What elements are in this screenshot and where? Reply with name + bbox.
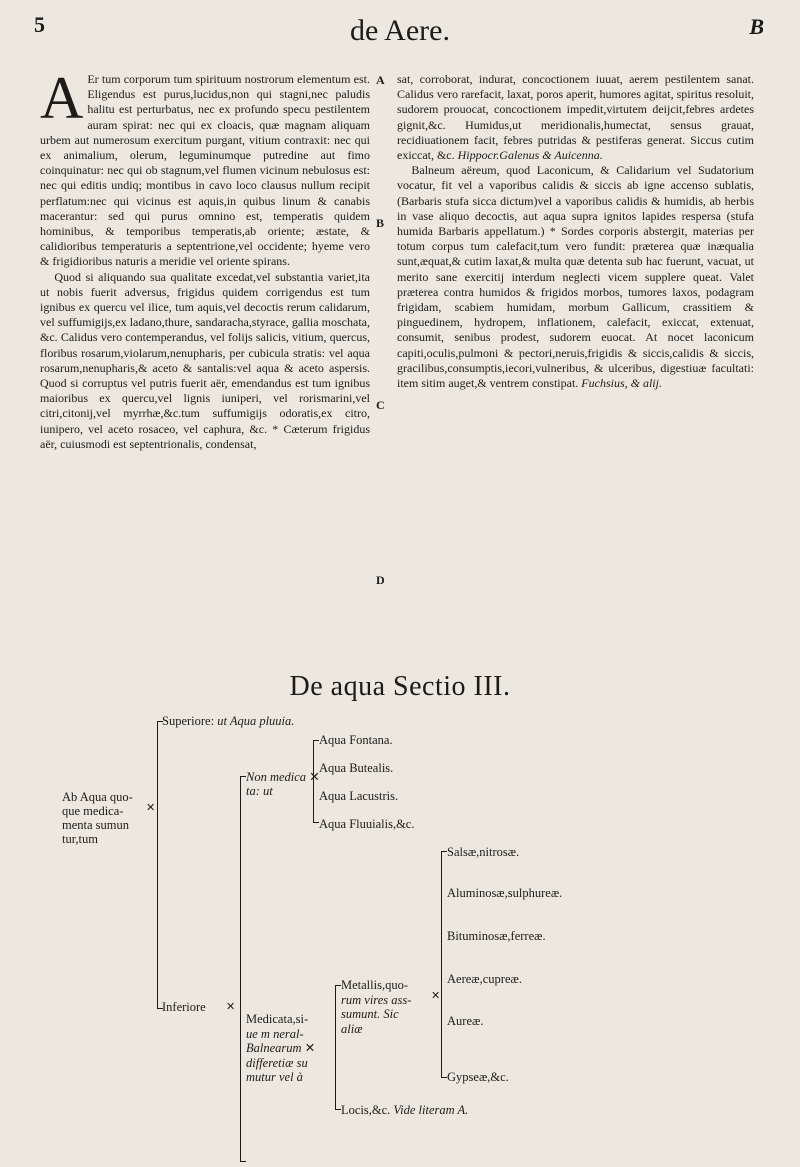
bracket-metalla [441, 851, 442, 1078]
bracket-aquae [313, 740, 314, 823]
bracket-main [157, 721, 158, 1009]
tree-aluminosae: Aluminosæ,sulphureæ. [447, 886, 563, 900]
tree-aqua-fluuialis: Aqua Fluuialis,&c. [319, 817, 415, 831]
tree-root: Ab Aqua quo- que medica- menta sumun tur,tum [62, 790, 133, 846]
tree-aqua-lacustris: Aqua Lacustris. [319, 789, 399, 803]
tree-metallis: Metallis,quo- rum vires ass- sumunt. Sic aliæ [341, 978, 412, 1036]
signature-mark: B [749, 14, 764, 39]
running-title: de Aere. [350, 14, 450, 47]
tree-superiore: Superiore: ut Aqua pluuia. [162, 714, 295, 728]
tree-aqua-fontana: Aqua Fontana. [319, 733, 393, 747]
tree-bituminosae: Bituminosæ,ferreæ. [447, 929, 546, 943]
left-paragraph-2: Quod si aliquando sua qualitate excedat,vel substantia variet,ita ut nobis fuerit adversus, frigidus quidem corrigendus est tum ignibus ex quercu vel ilice, tum aquis,vel decoctis rerum calidarum, vel suffumigijs,ex ladano,thure, sandaracha,styrace, gallia moschata, &c. Calidus vero contemperandus, vel folijs salicis, vitium, quercus, floribus rosarum,violarum,nenupharis, per cubicula stratis: vel aqua rosarum,nenupharis,& aceto & santalis:vel aqua & aceto aspersis. Quod si corruptus vel putris fuerit aër, emendandus est tum ignibus maioribus ex quercu,vel lignis iuniperi, vel rorismarini,vel citri,citonij,vel myrrhæ,&c.tum suffumigijs odoratis,ex citro, iunipero, vel aceto rosaceo, vel caphura, &c. * Cæterum frigidus aër, cuiusmodi est septentrionalis, condensat, [40, 269, 370, 451]
tree-root-brace: ✕ [146, 802, 156, 814]
drop-cap: A [40, 65, 84, 131]
margin-letter-c: C [376, 398, 385, 412]
citation-fuchsius: Fuchsius, & alij. [581, 376, 662, 391]
margin-letter-d: D [376, 573, 385, 587]
tree-medicata: Medicata,si- ue m neral- Balnearum ✕ differetiæ su mutur vel à [246, 1012, 316, 1084]
tree-non-medicata: Non medica ✕ ta: ut [246, 770, 320, 798]
bracket-inferiore [240, 776, 241, 1162]
tree-aereae: Aereæ,cupreæ. [447, 972, 522, 986]
left-paragraph-1: A Er tum corporum tum spirituum nostrorum elementum est. Eligendus est purus,lucidus,non qui stagni,nec paludis halitu est perturbatus, nec ex profundo specu pestilentem auram spirat: nec qui ex cloacis, quæ magnam aliquam urbem aut numerosum exercitum purgant, vitium contraxit: nec qui ex animalium, olerum, leguminumque putredine aut fimo coinquinatur: nec qui ob stagnum,vel flumen vicinum nebulosus est: nec qui editis undiq; montibus in cavo loco clausus nullum recipit perflatum:nec qui vicinus est aquis,in quibus linum & canabis macerantur: sed qui purus omnino est, temperatis quidem hominibus, & temporibus temperatis,ab oriente; æstate, & calidioribus temperaturis a septentrione,vel occidente; hyeme vero & frigidioribus naturis a meridie vel oriente spirans. [40, 65, 370, 269]
right-paragraph-1: sat, corroborat, indurat, concoctionem iuuat, aerem pestilentem sanat. Calidus vero rarefacit, laxat, poros aperit, humores agitat, spiritus resoluit, sudorem prouocat, concoctionem impedit,virtutem deijcit,febres ardetes gignit,&c. Humidus,ut meridionalis,humectat, sensus grauat, recidiuationem facit, febres putridas & pestiferas generat. Siccus cutim exiccat, &c. Hippocr.Galenus & Auicenna. [397, 72, 754, 163]
tree-locis: Locis,&c. Vide literam A. [341, 1103, 469, 1117]
page-number: 5 [34, 12, 45, 37]
margin-letter-a: A [376, 73, 385, 87]
citation-hippocrates: Hippocr.Galenus & Auicenna. [457, 148, 603, 163]
tree-gypseae: Gypseæ,&c. [447, 1070, 509, 1084]
tree-aureae: Aureæ. [447, 1014, 484, 1028]
bracket-causae [335, 985, 336, 1110]
section-heading: De aqua Sectio III. [289, 671, 511, 702]
tree-salsae: Salsæ,nitrosæ. [447, 845, 520, 859]
classification-tree: Superiore: ut Aqua pluuia. Ab Aqua quo- que medica- menta sumun tur,tum ✕ Inferiore ✕ Non medica ✕ ta: ut Aqua Fontana. Aqua Butealis. Aqua Lacustris. Aqua Fluuialis,&c. Medicata,si- ue m neral- Balnearum ✕ differetiæ su mutur vel à Metallis,quo- rum vires ass- sumunt. Sic aliæ ✕ Locis,&c. Vide literam A. Salsæ,nitrosæ. Aluminosæ,sulphureæ. Bituminosæ,ferreæ. Aereæ,cupreæ. Aureæ. Gypseæ,&c. [0, 0, 800, 1167]
right-paragraph-2: Balneum aëreum, quod Laconicum, & Calidarium vel Sudatorium vocatur, fit vel a vaporibus calidis & siccis ab igne accenso sublatis, (Barbaris stufa sicca dictum)vel a vaporibus calidis & humidis, ab herbis in vase aliquo decoctis, aut aqua supra ignitos lapides respersa (stufa humida Barbaris appellatum.) * Sordes corporis abstergit, materias per totum corpus tum calefacit,tum vero fundit: præterea quæ inæqualia sunt,æquat,& cutim laxat,& multa quæ detenta sub hac fuerunt, vacuat, ut merito sane exercitij interdum neglecti vicem supplere queat. Valet præterea contra humidos & frigidos morbos, tumores laxos, podagram frigidam, scabiem humidam, morbum Gallicum, crassitiem & pinguedinem, hydropem, inflationem, calefacit, exiccat, extenuat, consumit, senibus prodest, sudorem euocat. At nocet laconicum capiti,oculis,pulmoni & pectori,neruis,frigidis & siccis,calidis & siccis, gracilibus,consumptis,iecori,vulneribus, & ulceribus, digestiuæ facultati: item sitim auget,& ventrem constipat. Fuchsius, & alij. [397, 163, 754, 391]
tree-inferiore: Inferiore [162, 1000, 206, 1014]
tree-aqua-butealis: Aqua Butealis. [319, 761, 394, 775]
margin-letter-b: B [376, 216, 385, 230]
